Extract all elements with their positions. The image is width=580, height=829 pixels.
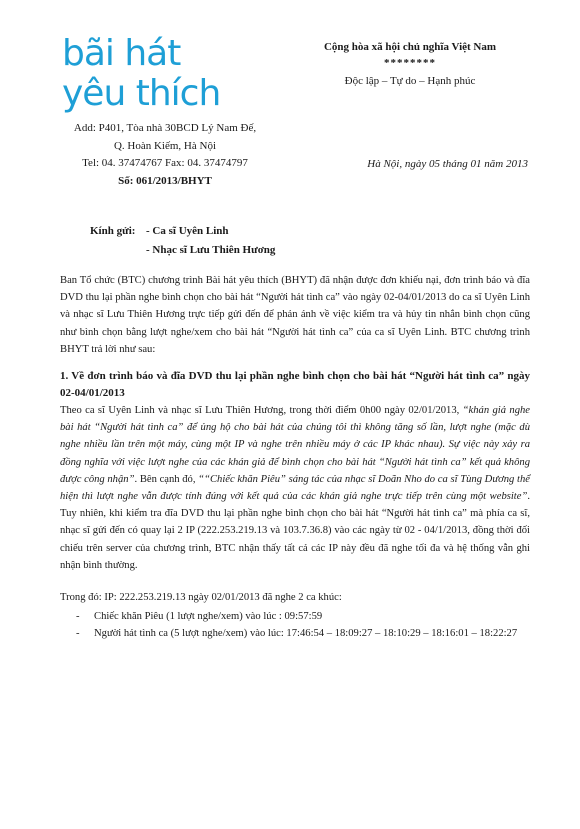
- star-divider: ********: [384, 57, 436, 69]
- list-item-text: Chiếc khăn Piêu (1 lượt nghe/xem) vào lúc : 09:57:59: [94, 611, 323, 623]
- p1-part-c: . Bên cạnh đó,: [134, 473, 199, 485]
- recipients-label: Kính gửi:: [90, 225, 136, 237]
- p1-part-a: Theo ca sĩ Uyên Linh và nhạc sĩ Lưu Thiên Hương, trong thời điểm 0h00 ngày 02/01/2013,: [60, 405, 463, 417]
- letter-body: [60, 272, 530, 643]
- ip-detail-intro: Trong đó: IP: 222.253.219.13 ngày 02/01/2013 đã nghe 2 ca khúc:: [60, 592, 342, 604]
- intro-paragraph: Ban Tổ chức (BTC) chương trình Bài hát yêu thích (BHYT) đã nhận được đơn khiếu nại, đơn trình báo và đĩa DVD thu lại phần nghe bình chọn cho bài hát “Người hát tình ca” vào ngày 02-04/01/2013 do ca sĩ Uyên Linh và nhạc sĩ Lưu Thiên Hương trực tiếp gửi đến để phản ánh về việc kiểm tra và hủy tin nhắn bình chọn cũng như bình chọn bằng lượt nghe/xem cho bài hát “Người hát tình ca” của ca sĩ Uyên Linh. BTC chương trình BHYT trả lời như sau:: [60, 275, 530, 355]
- recipient-1: - Ca sĩ Uyên Linh: [146, 225, 229, 237]
- logo-line-1: bãi hát: [62, 33, 181, 74]
- nation-title: Cộng hòa xã hội chủ nghĩa Việt Nam: [323, 41, 497, 53]
- list-dash: -: [76, 611, 80, 623]
- address-line-2: Q. Hoàn Kiếm, Hà Nội: [113, 139, 217, 152]
- p1-quote-1: “khán giả nghe bài hát “Người hát tình ca” để ủng hộ cho bài hát của chúng tôi thì không tăng số lần, lượt nghe (mặc dù nghe nhiều lần trên một máy, cùng một IP và nghe trên nhiều máy ở các IP khác nhau). Sự việc này xảy ra đồng nghĩa với việc lượt nghe của các khán giả để bình chọn cho bài hát “Người hát tình ca” kết quả không được công nhận”: [60, 405, 530, 485]
- song-list: [60, 608, 530, 642]
- address-line-1: Add: P401, Tòa nhà 30BCD Lý Nam Đế,: [73, 122, 257, 134]
- national-header: [290, 38, 530, 90]
- p1-quote-2: ““Chiếc khăn Piêu” sáng tác của nhạc sĩ Doãn Nho do ca sĩ Tùng Dương thể hiện thì lượt nghe vẫn được tính đúng với kết quả của các khán giả nghe trực tiếp trên cùng một website”: [60, 473, 530, 503]
- recipients-block: [90, 222, 275, 260]
- section-1-paragraph: [60, 402, 530, 574]
- bhyt-logo: [62, 33, 221, 114]
- list-item: [60, 625, 530, 642]
- recipient-2: - Nhạc sĩ Lưu Thiên Hương: [146, 244, 276, 256]
- list-item-text: Người hát tình ca (5 lượt nghe/xem) vào lúc: 17:46:54 – 18:09:27 – 18:10:29 – 18:16:01 – 18:22:27: [94, 628, 518, 640]
- list-dash: -: [76, 628, 80, 640]
- tel-fax: Tel: 04. 37474767 Fax: 04. 37474797: [82, 157, 248, 169]
- document-date: Hà Nội, ngày 05 tháng 01 năm 2013: [367, 158, 528, 170]
- sender-address-block: [60, 120, 270, 173]
- p1-part-e: . Tuy nhiên, khi kiểm tra đĩa DVD thu lại phần nghe bình chọn cho bài hát “Người hát tình ca” mà phía ca sĩ, nhạc sĩ gửi đến có quay lại 2 IP (222.253.219.13 và 103.7.36.8) vào các ngày từ 02 - 04/1/2013, đồng thời đối chiếu trên server của chương trình, BTC nhận thấy tất cả các IP này đều đã nghe tối đa và hệ thống vẫn ghi nhận bình thường.: [60, 491, 530, 571]
- list-item: [60, 608, 530, 625]
- logo-line-2: yêu thích: [62, 73, 221, 114]
- national-motto: Độc lập – Tự do – Hạnh phúc: [344, 75, 476, 87]
- section-1-heading: 1. Về đơn trình báo và đĩa DVD thu lại phần nghe bình chọn cho bài hát “Người hát tình ca” ngày 02-04/01/2013: [60, 370, 530, 400]
- document-number: Số: 061/2013/BHYT: [118, 175, 212, 187]
